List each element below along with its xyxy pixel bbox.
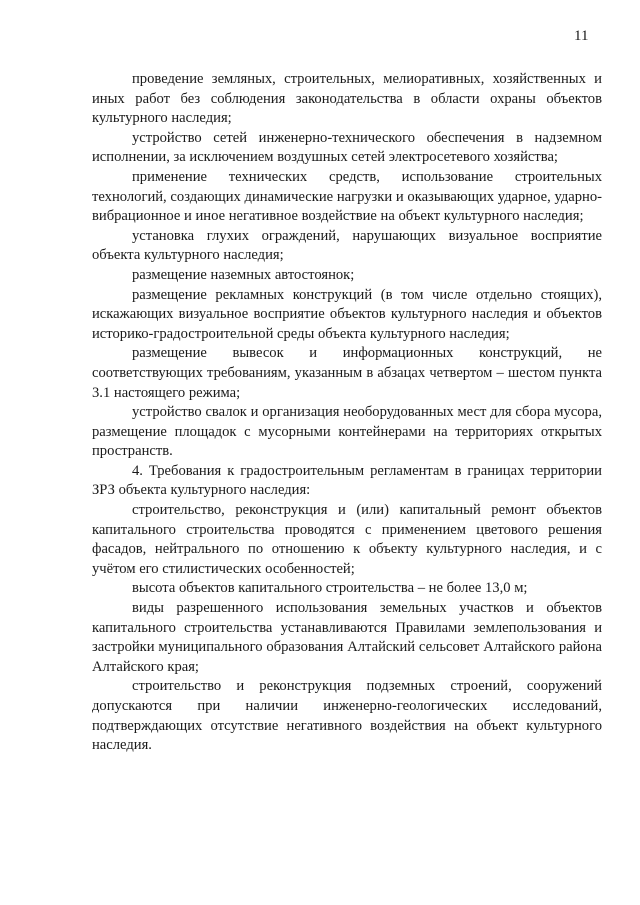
paragraph-advertising: размещение рекламных конструкций (в том числе отдельно стоящих), искажающих визуальное восприятие объектов культурного наследия и объектов историко-градостроительной среды объекта культурного наследия; (92, 286, 602, 342)
paragraph-underground: строительство и реконструкция подземных строений, сооружений допускаются при наличии инженерно-геологических исследований, подтверждающих отсутствие негативного воздействия на объект культурного наследия. (92, 678, 602, 754)
paragraph-signboards: размещение вывесок и информационных конструкций, не соответствующих требованиям, указанным в абзацах четвертом – шестом пункта 3.1 настоящего режима; (92, 345, 602, 401)
paragraph-dumps: устройство свалок и организация необорудованных мест для сбора мусора, размещение площадок с мусорными контейнерами на территориях открытых пространств. (92, 404, 602, 460)
paragraph-section-4-heading: 4. Требования к градостроительным регламентам в границах территории ЗРЗ объекта культурного наследия: (92, 462, 602, 499)
paragraph-technical-means: применение технических средств, использование строительных технологий, создающих динамические нагрузки и оказывающих ударное, ударно-вибрационное и иное негативное воздействие на объект культурного наследия; (92, 168, 602, 225)
paragraph-solid-fences: установка глухих ограждений, нарушающих визуальное восприятие объекта культурного наследия; (92, 227, 602, 264)
document-body (92, 70, 602, 756)
paragraph-facade-color: строительство, реконструкция и (или) капитальный ремонт объектов капитального строительства проводятся с применением цветового решения фасадов, нейтрального по отношению к объекту культурного наследия, и с учётом его стилистических особенностей; (92, 502, 602, 577)
paragraph-height-limit: высота объектов капитального строительства – не более 13,0 м; (132, 580, 528, 597)
paragraph-parking: размещение наземных автостоянок; (132, 266, 355, 283)
page-number: 11 (574, 28, 589, 44)
paragraph-earthworks: проведение земляных, строительных, мелиоративных, хозяйственных и иных работ без соблюдения законодательства в области охраны объектов культурного наследия; (92, 71, 602, 127)
paragraph-permitted-use: виды разрешенного использования земельных участков и объектов капитального строительства устанавливаются Правилами землепользования и застройки муниципального образования Алтайский сельсовет Алтайского района Алтайского края; (92, 600, 602, 675)
paragraph-engineering-networks: устройство сетей инженерно-технического обеспечения в надземном исполнении, за исключением воздушных сетей электросетевого хозяйства; (92, 129, 602, 166)
